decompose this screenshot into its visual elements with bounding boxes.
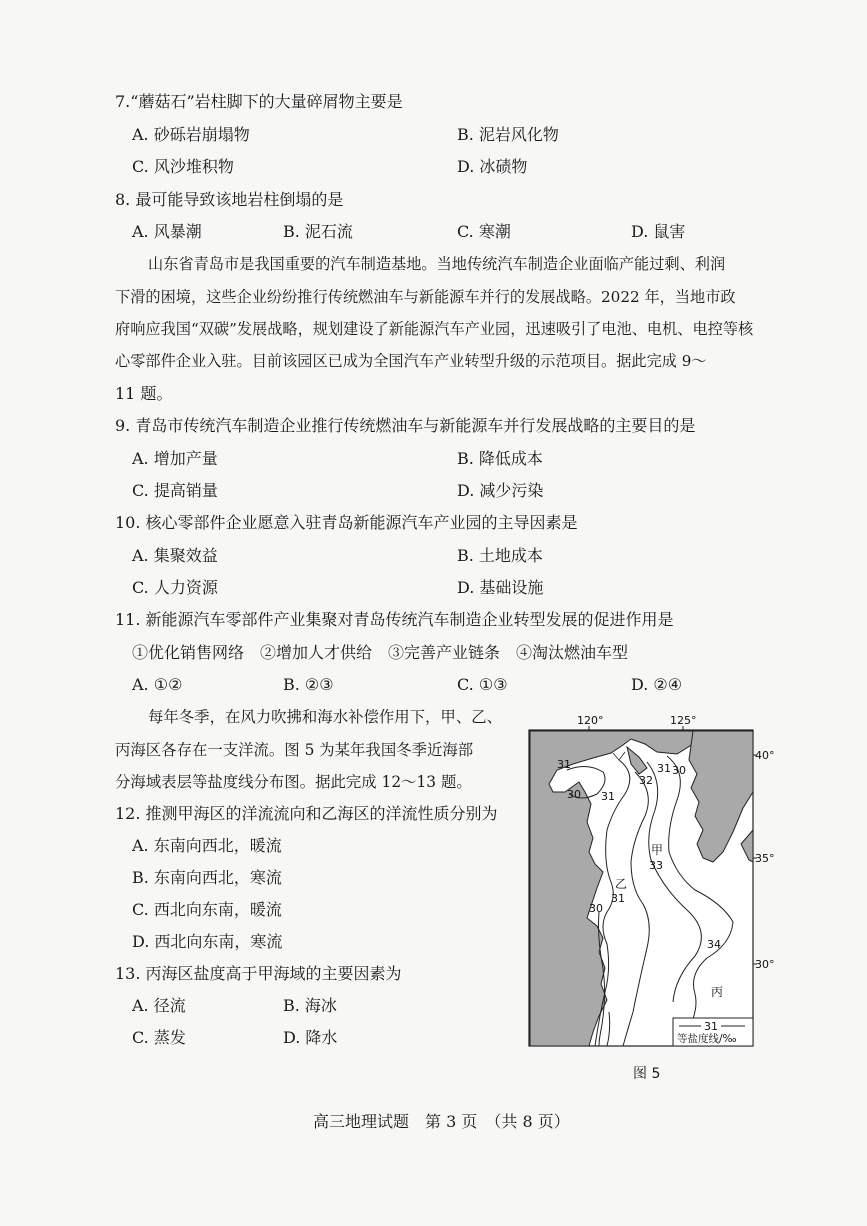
isoline-label: 33 [649, 859, 663, 872]
q10-option-d: D. 基础设施 [457, 578, 544, 597]
passage2-line-3: 分海域表层等盐度线分布图。据此完成 12～13 题。 [115, 773, 472, 791]
q10-option-b: B. 土地成本 [457, 546, 543, 565]
isoline-label: 31 [557, 758, 571, 771]
q7-option-a: A. 砂砾岩崩塌物 [132, 125, 250, 144]
isoline-label: 30 [589, 902, 603, 915]
q12-stem: 12. 推测甲海区的洋流流向和乙海区的洋流性质分别为 [115, 804, 498, 823]
q9-option-a: A. 增加产量 [132, 449, 218, 468]
legend-label: 等盐度线/‰ [677, 1033, 737, 1045]
isoline-label: 34 [707, 938, 721, 951]
passage1-line-3: 府响应我国“双碳”发展战略，规划建设了新能源汽车产业园，迅速吸引了电池、电机、电控等核 [115, 320, 754, 338]
passage1-line-1: 山东省青岛市是我国重要的汽车制造基地。当地传统汽车制造企业面临产能过剩、利润 [148, 255, 726, 273]
q13-option-b: B. 海冰 [283, 996, 337, 1015]
legend-value: 31 [704, 1020, 718, 1033]
salinity-map [527, 712, 792, 1049]
passage1-line-5: 11 题。 [115, 384, 173, 403]
q12-option-d: D. 西北向东南，寒流 [132, 932, 283, 951]
q11-option-d: D. ②④ [631, 675, 683, 694]
q8-option-c: C. 寒潮 [457, 222, 511, 241]
q10-stem: 10. 核心零部件企业愿意入驻青岛新能源汽车产业园的主导因素是 [115, 513, 578, 532]
q11-option-a: A. ①② [132, 675, 183, 694]
q11-items: ①优化销售网络 ②增加人才供给 ③完善产业链条 ④淘汰燃油车型 [132, 643, 629, 662]
q13-option-a: A. 径流 [132, 996, 186, 1015]
q12-option-c: C. 西北向东南，暖流 [132, 900, 282, 919]
lon-label-120: 120° [577, 714, 604, 727]
q13-stem: 13. 丙海区盐度高于甲海域的主要因素为 [115, 964, 402, 983]
figure-caption: 图 5 [633, 1066, 661, 1082]
lat-label-30: 30° [755, 958, 775, 971]
map-legend [673, 1018, 753, 1046]
q9-option-d: D. 减少污染 [457, 481, 544, 500]
q9-stem: 9. 青岛市传统汽车制造企业推行传统燃油车与新能源车并行发展战略的主要目的是 [115, 416, 696, 435]
q7-option-b: B. 泥岩风化物 [457, 125, 559, 144]
lat-label-40: 40° [755, 749, 775, 762]
isoline-label: 31 [601, 790, 615, 803]
isoline-label: 32 [639, 774, 653, 787]
region-label-yi: 乙 [615, 877, 628, 891]
isoline-label: 30 [567, 788, 581, 801]
passage2-line-1: 每年冬季，在风力吹拂和海水补偿作用下，甲、乙、 [148, 708, 502, 726]
q7-option-c: C. 风沙堆积物 [132, 157, 234, 176]
q10-option-c: C. 人力资源 [132, 578, 218, 597]
q10-option-a: A. 集聚效益 [132, 546, 218, 565]
isoline-label: 31 [611, 892, 625, 905]
passage1-line-4: 心零部件企业入驻。目前该园区已成为全国汽车产业转型升级的示范项目。据此完成 9～ [115, 352, 707, 370]
q8-option-d: D. 鼠害 [631, 222, 686, 241]
isoline-label: 30 [672, 764, 686, 777]
q7-stem: 7.“蘑菇石”岩柱脚下的大量碎屑物主要是 [115, 92, 403, 111]
q7-option-d: D. 冰碛物 [457, 157, 528, 176]
q8-option-a: A. 风暴潮 [132, 222, 202, 241]
q9-option-b: B. 降低成本 [457, 449, 543, 468]
lon-label-125: 125° [670, 714, 697, 727]
q8-option-b: B. 泥石流 [283, 222, 353, 241]
q11-option-b: B. ②③ [283, 675, 334, 694]
q11-option-c: C. ①③ [457, 675, 508, 694]
q8-stem: 8. 最可能导致该地岩柱倒塌的是 [115, 190, 344, 209]
region-label-bing: 丙 [711, 985, 724, 999]
q13-option-d: D. 降水 [283, 1028, 338, 1047]
region-label-jia: 甲 [651, 843, 664, 857]
q12-option-a: A. 东南向西北，暖流 [132, 836, 282, 855]
q9-option-c: C. 提高销量 [132, 481, 218, 500]
isoline-label: 31 [657, 762, 671, 775]
passage1-line-2: 下滑的困境，这些企业纷纷推行传统燃油车与新能源车并行的发展战略。2022 年，当地市政 [115, 288, 736, 306]
passage2-line-2: 丙海区各存在一支洋流。图 5 为某年我国冬季近海部 [115, 741, 474, 759]
q13-option-c: C. 蒸发 [132, 1028, 186, 1047]
page-footer: 高三地理试题 第 3 页 （共 8 页） [313, 1112, 570, 1131]
q11-stem: 11. 新能源汽车零部件产业集聚对青岛传统汽车制造企业转型发展的促进作用是 [115, 610, 674, 629]
lat-label-35: 35° [755, 852, 775, 865]
q12-option-b: B. 东南向西北，寒流 [132, 868, 282, 887]
